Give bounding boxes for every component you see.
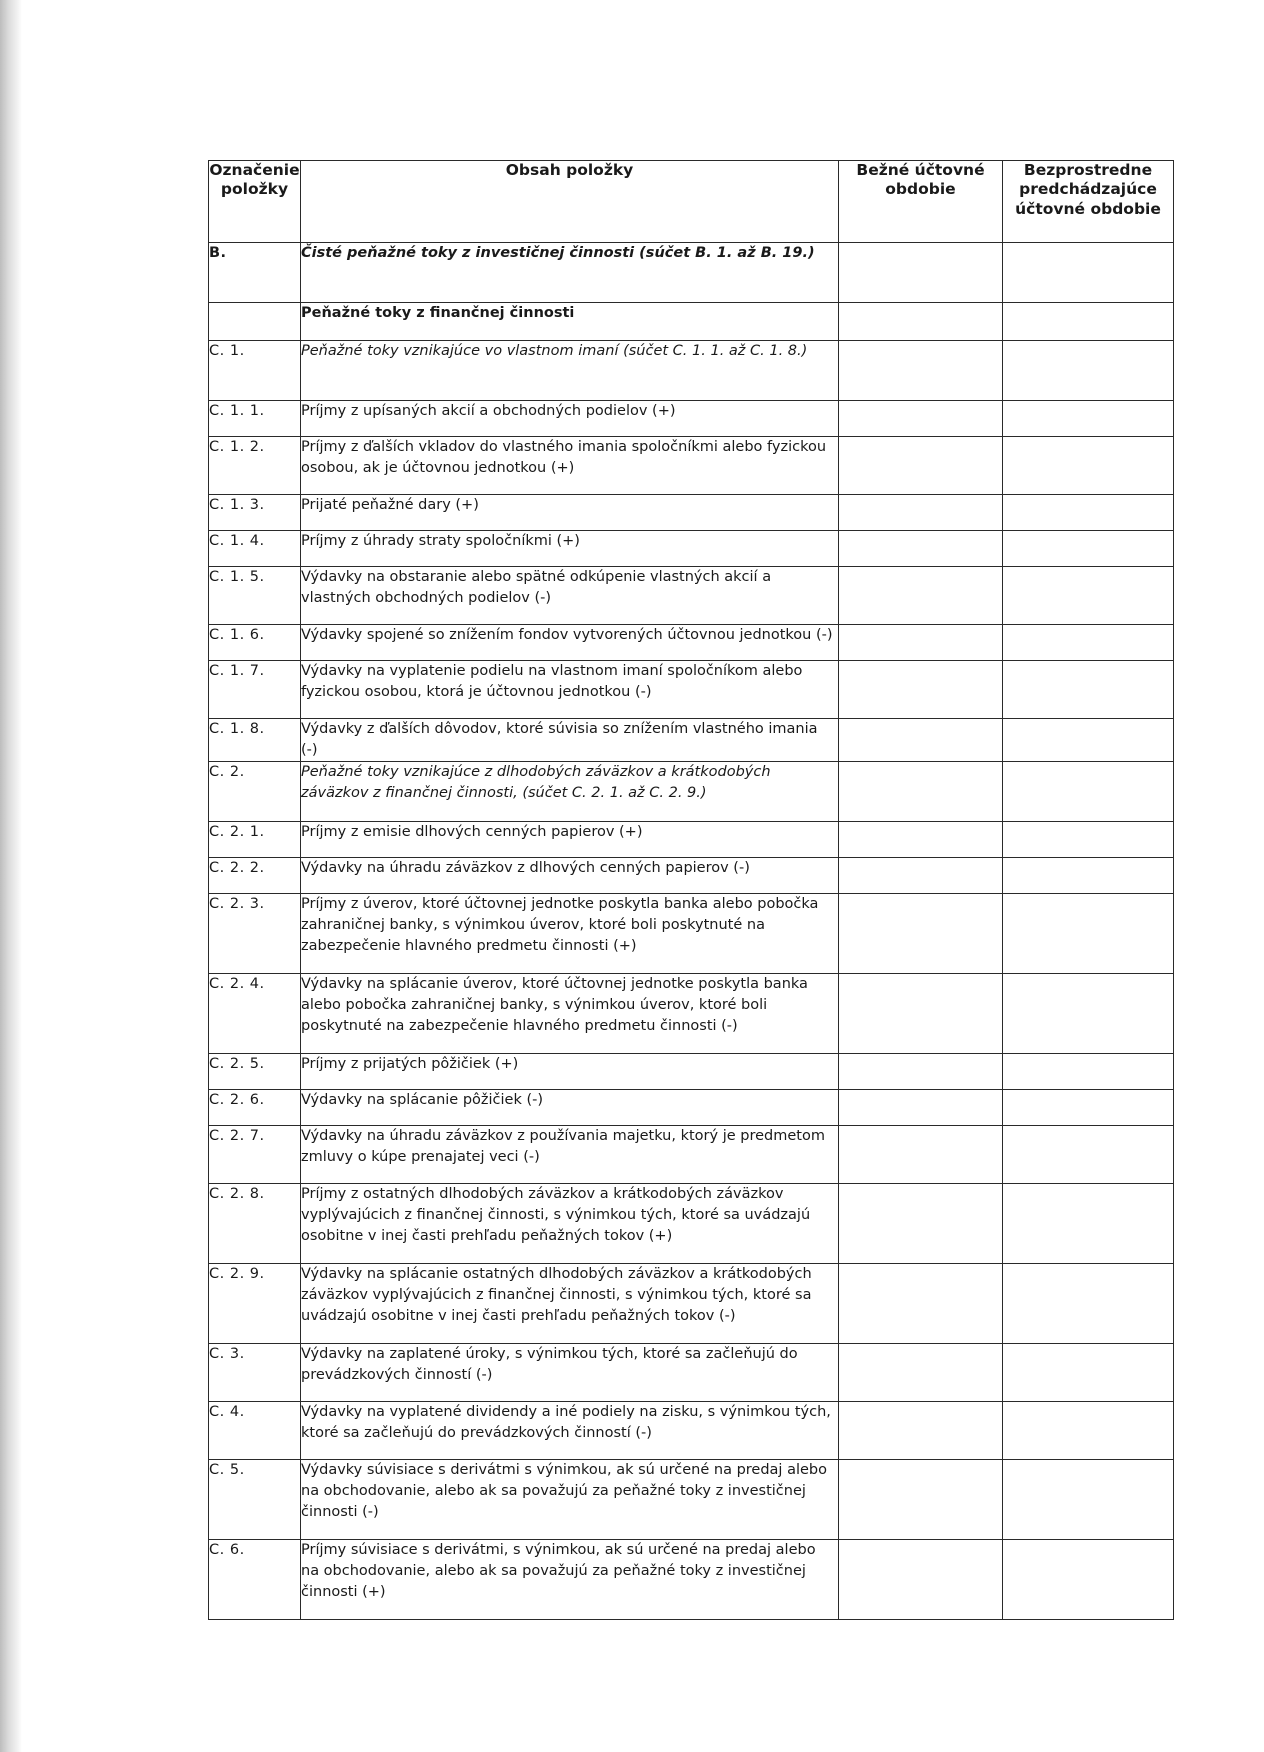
current-period-cell[interactable]: [839, 567, 1003, 625]
current-period-cell[interactable]: [839, 1264, 1003, 1344]
previous-period-cell[interactable]: [1003, 1344, 1174, 1402]
current-period-cell[interactable]: [839, 437, 1003, 495]
table-row: [209, 1126, 1174, 1184]
table-row: [209, 243, 1174, 303]
row-code: [209, 303, 301, 341]
table-row: [209, 719, 1174, 762]
row-code: C. 1. 8.: [209, 719, 301, 762]
previous-period-cell[interactable]: [1003, 1402, 1174, 1460]
row-text: Výdavky spojené so znížením fondov vytvorených účtovnou jednotkou (-): [301, 625, 839, 661]
previous-period-cell[interactable]: [1003, 1054, 1174, 1090]
current-period-cell[interactable]: [839, 661, 1003, 719]
current-period-cell[interactable]: [839, 974, 1003, 1054]
header-item-content: Obsah položky: [301, 161, 839, 243]
table-row: [209, 1540, 1174, 1620]
current-period-cell[interactable]: [839, 822, 1003, 858]
previous-period-cell[interactable]: [1003, 762, 1174, 822]
row-code: C. 6.: [209, 1540, 301, 1620]
row-text: Prijaté peňažné dary (+): [301, 495, 839, 531]
table-row: [209, 531, 1174, 567]
previous-period-cell[interactable]: [1003, 719, 1174, 762]
table-row: [209, 1054, 1174, 1090]
previous-period-cell[interactable]: [1003, 661, 1174, 719]
row-code: C. 1. 6.: [209, 625, 301, 661]
row-code: C. 2. 2.: [209, 858, 301, 894]
table-header-row: [209, 161, 1174, 243]
row-code: C. 1. 1.: [209, 401, 301, 437]
previous-period-cell[interactable]: [1003, 243, 1174, 303]
previous-period-cell[interactable]: [1003, 894, 1174, 974]
table-row: [209, 341, 1174, 401]
row-text: Peňažné toky vznikajúce z dlhodobých záväzkov a krátkodobých záväzkov z finančnej činnosti, (súčet C. 2. 1. až C. 2. 9.): [301, 762, 839, 822]
table-row: [209, 661, 1174, 719]
table-row: [209, 858, 1174, 894]
row-text: Výdavky na zaplatené úroky, s výnimkou tých, ktoré sa začleňujú do prevádzkových činností (-): [301, 1344, 839, 1402]
row-text: Výdavky na úhradu záväzkov z používania majetku, ktorý je predmetom zmluvy o kúpe prenajatej veci (-): [301, 1126, 839, 1184]
table-row: [209, 974, 1174, 1054]
current-period-cell[interactable]: [839, 341, 1003, 401]
row-code: C. 1. 3.: [209, 495, 301, 531]
current-period-cell[interactable]: [839, 625, 1003, 661]
row-code: C. 4.: [209, 1402, 301, 1460]
table-row: [209, 437, 1174, 495]
current-period-cell[interactable]: [839, 1460, 1003, 1540]
previous-period-cell[interactable]: [1003, 531, 1174, 567]
table-row: [209, 1090, 1174, 1126]
row-text: Výdavky z ďalších dôvodov, ktoré súvisia so znížením vlastného imania (-): [301, 719, 839, 762]
table-row: [209, 822, 1174, 858]
row-text: Príjmy súvisiace s derivátmi, s výnimkou, ak sú určené na predaj alebo na obchodovanie, alebo ak sa považujú za peňažné toky z investičnej činnosti (+): [301, 1540, 839, 1620]
row-text: Príjmy z úhrady straty spoločníkmi (+): [301, 531, 839, 567]
row-code: C. 2. 4.: [209, 974, 301, 1054]
previous-period-cell[interactable]: [1003, 1184, 1174, 1264]
current-period-cell[interactable]: [839, 762, 1003, 822]
previous-period-cell[interactable]: [1003, 1090, 1174, 1126]
row-text: Výdavky na splácanie úverov, ktoré účtovnej jednotke poskytla banka alebo pobočka zahraničnej banky, s výnimkou úverov, ktoré boli poskytnuté na zabezpečenie hlavného predmetu činnosti (-): [301, 974, 839, 1054]
previous-period-cell[interactable]: [1003, 303, 1174, 341]
row-code: C. 2. 7.: [209, 1126, 301, 1184]
cash-flow-table: [208, 160, 1174, 1620]
scan-edge-shadow: [0, 0, 22, 1752]
row-code: C. 2. 6.: [209, 1090, 301, 1126]
row-text: Výdavky na úhradu záväzkov z dlhových cenných papierov (-): [301, 858, 839, 894]
current-period-cell[interactable]: [839, 495, 1003, 531]
table-row: [209, 1344, 1174, 1402]
header-item-code: Označenie položky: [209, 161, 301, 243]
previous-period-cell[interactable]: [1003, 495, 1174, 531]
row-text: Výdavky na vyplatené dividendy a iné podiely na zisku, s výnimkou tých, ktoré sa začleňujú do prevádzkových činností (-): [301, 1402, 839, 1460]
previous-period-cell[interactable]: [1003, 1264, 1174, 1344]
current-period-cell[interactable]: [839, 719, 1003, 762]
row-text: Príjmy z ostatných dlhodobých záväzkov a krátkodobých záväzkov vyplývajúcich z finančnej činnosti, s výnimkou tých, ktoré sa uvádzajú osobitne v inej časti prehľadu peňažných tokov (+): [301, 1184, 839, 1264]
row-text: Výdavky na splácanie pôžičiek (-): [301, 1090, 839, 1126]
current-period-cell[interactable]: [839, 1090, 1003, 1126]
table-row: [209, 567, 1174, 625]
row-text: Príjmy z prijatých pôžičiek (+): [301, 1054, 839, 1090]
current-period-cell[interactable]: [839, 1344, 1003, 1402]
row-text: Príjmy z úverov, ktoré účtovnej jednotke poskytla banka alebo pobočka zahraničnej banky, s výnimkou úverov, ktoré boli poskytnuté na zabezpečenie hlavného predmetu činnosti (+): [301, 894, 839, 974]
previous-period-cell[interactable]: [1003, 822, 1174, 858]
cash-flow-statement-page: [208, 160, 1173, 1610]
table-row: [209, 1184, 1174, 1264]
current-period-cell[interactable]: [839, 1402, 1003, 1460]
current-period-cell[interactable]: [839, 243, 1003, 303]
row-text: Výdavky súvisiace s derivátmi s výnimkou, ak sú určené na predaj alebo na obchodovanie, alebo ak sa považujú za peňažné toky z investičnej činnosti (-): [301, 1460, 839, 1540]
row-text: Peňažné toky z finančnej činnosti: [301, 303, 839, 341]
previous-period-cell[interactable]: [1003, 567, 1174, 625]
previous-period-cell[interactable]: [1003, 401, 1174, 437]
row-text: Výdavky na obstaranie alebo spätné odkúpenie vlastných akcií a vlastných obchodných podielov (-): [301, 567, 839, 625]
current-period-cell[interactable]: [839, 303, 1003, 341]
header-current-period: Bežné účtovné obdobie: [839, 161, 1003, 243]
row-text: Výdavky na vyplatenie podielu na vlastnom imaní spoločníkom alebo fyzickou osobou, ktorá je účtovnou jednotkou (-): [301, 661, 839, 719]
row-code: C. 1. 5.: [209, 567, 301, 625]
row-text: Peňažné toky vznikajúce vo vlastnom imaní (súčet C. 1. 1. až C. 1. 8.): [301, 341, 839, 401]
row-code: C. 2. 1.: [209, 822, 301, 858]
previous-period-cell[interactable]: [1003, 1126, 1174, 1184]
current-period-cell[interactable]: [839, 1126, 1003, 1184]
previous-period-cell[interactable]: [1003, 437, 1174, 495]
table-row: [209, 762, 1174, 822]
row-code: C. 2. 9.: [209, 1264, 301, 1344]
current-period-cell[interactable]: [839, 531, 1003, 567]
previous-period-cell[interactable]: [1003, 858, 1174, 894]
table-row: [209, 401, 1174, 437]
row-code: C. 1. 7.: [209, 661, 301, 719]
row-code: C. 1. 2.: [209, 437, 301, 495]
row-text: Výdavky na splácanie ostatných dlhodobých záväzkov a krátkodobých záväzkov vyplývajúcich z finančnej činnosti, s výnimkou tých, ktoré sa uvádzajú osobitne v inej časti prehľadu peňažných tokov (-): [301, 1264, 839, 1344]
row-code: C. 5.: [209, 1460, 301, 1540]
row-code: C. 1. 4.: [209, 531, 301, 567]
current-period-cell[interactable]: [839, 1184, 1003, 1264]
current-period-cell[interactable]: [839, 1540, 1003, 1620]
table-row: [209, 303, 1174, 341]
current-period-cell[interactable]: [839, 894, 1003, 974]
previous-period-cell[interactable]: [1003, 341, 1174, 401]
current-period-cell[interactable]: [839, 1054, 1003, 1090]
previous-period-cell[interactable]: [1003, 974, 1174, 1054]
row-code: C. 3.: [209, 1344, 301, 1402]
row-text: Príjmy z upísaných akcií a obchodných podielov (+): [301, 401, 839, 437]
table-row: [209, 495, 1174, 531]
row-code: B.: [209, 243, 301, 303]
row-text: Čisté peňažné toky z investičnej činnosti (súčet B. 1. až B. 19.): [301, 243, 839, 303]
table-row: [209, 1460, 1174, 1540]
row-code: C. 2. 8.: [209, 1184, 301, 1264]
table-row: [209, 1264, 1174, 1344]
row-code: C. 2.: [209, 762, 301, 822]
row-code: C. 2. 5.: [209, 1054, 301, 1090]
row-code: C. 2. 3.: [209, 894, 301, 974]
table-row: [209, 1402, 1174, 1460]
table-row: [209, 625, 1174, 661]
row-text: Príjmy z ďalších vkladov do vlastného imania spoločníkmi alebo fyzickou osobou, ak je účtovnou jednotkou (+): [301, 437, 839, 495]
row-text: Príjmy z emisie dlhových cenných papierov (+): [301, 822, 839, 858]
previous-period-cell[interactable]: [1003, 1540, 1174, 1620]
current-period-cell[interactable]: [839, 858, 1003, 894]
row-code: C. 1.: [209, 341, 301, 401]
previous-period-cell[interactable]: [1003, 625, 1174, 661]
table-row: [209, 894, 1174, 974]
previous-period-cell[interactable]: [1003, 1460, 1174, 1540]
current-period-cell[interactable]: [839, 401, 1003, 437]
header-previous-period: Bezprostredne predchádzajúce účtovné obdobie: [1003, 161, 1174, 243]
